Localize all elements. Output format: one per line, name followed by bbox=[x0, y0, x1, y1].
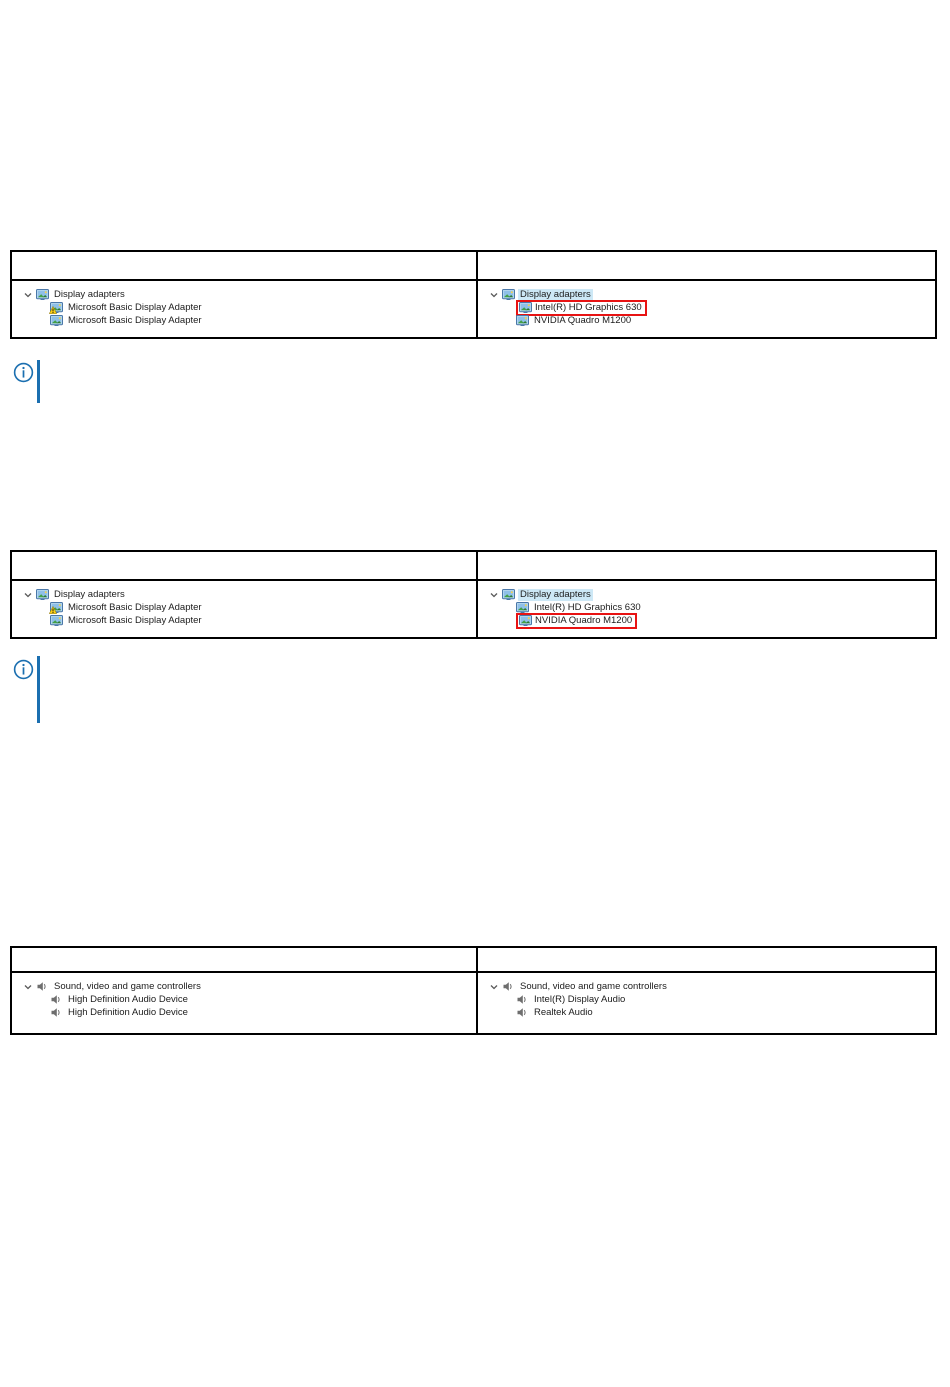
monitor-warning-icon bbox=[50, 302, 63, 313]
tree-node-label: Display adapters bbox=[54, 588, 125, 600]
tree-node-adapter bbox=[516, 314, 931, 327]
comparison-table-display-adapters-1 bbox=[10, 250, 937, 339]
device-manager-screenshot-after bbox=[476, 581, 935, 637]
tree-node-audio-device bbox=[50, 1006, 472, 1019]
monitor-icon bbox=[36, 289, 49, 300]
tree-node-display-adapters bbox=[489, 588, 931, 601]
device-manager-screenshot-after bbox=[476, 973, 935, 1033]
speaker-icon bbox=[36, 981, 49, 992]
tree-node-label: Intel(R) Display Audio bbox=[534, 993, 626, 1005]
warning-triangle-icon bbox=[49, 306, 57, 314]
device-manager-screenshot-before bbox=[12, 581, 476, 637]
chevron-down-icon bbox=[23, 590, 33, 600]
chevron-down-icon bbox=[23, 290, 33, 300]
speaker-icon bbox=[516, 1007, 529, 1018]
table-header-cell bbox=[12, 948, 476, 971]
tree-node-label: Sound, video and game controllers bbox=[520, 980, 667, 992]
tree-node-label: High Definition Audio Device bbox=[68, 993, 188, 1005]
tree-node-label: Display adapters bbox=[54, 288, 125, 300]
tree-node-adapter bbox=[50, 314, 472, 327]
monitor-warning-icon bbox=[50, 602, 63, 613]
table-header-cell bbox=[476, 252, 935, 279]
tree-node-label: Microsoft Basic Display Adapter bbox=[68, 601, 202, 613]
comparison-table-display-adapters-2 bbox=[10, 550, 937, 639]
tree-node-label: Microsoft Basic Display Adapter bbox=[68, 314, 202, 326]
note-callout bbox=[13, 362, 34, 383]
tree-node-adapter bbox=[50, 301, 472, 314]
monitor-icon bbox=[516, 602, 529, 613]
tree-node-sound-controllers bbox=[489, 980, 931, 993]
chevron-down-icon bbox=[23, 982, 33, 992]
monitor-icon bbox=[50, 315, 63, 326]
speaker-icon bbox=[50, 994, 63, 1005]
info-icon bbox=[13, 362, 34, 383]
monitor-icon bbox=[36, 589, 49, 600]
monitor-icon bbox=[519, 615, 532, 626]
monitor-icon bbox=[50, 615, 63, 626]
tree-node-adapter bbox=[516, 301, 931, 314]
table-header-cell bbox=[476, 552, 935, 579]
tree-node-label: Sound, video and game controllers bbox=[54, 980, 201, 992]
tree-node-audio-device bbox=[516, 993, 931, 1006]
tree-node-label: NVIDIA Quadro M1200 bbox=[534, 314, 632, 326]
table-header-cell bbox=[12, 252, 476, 279]
info-icon bbox=[13, 659, 34, 680]
table-header-cell bbox=[12, 552, 476, 579]
tree-node-label-selected: Display adapters bbox=[520, 588, 591, 600]
chevron-down-icon bbox=[489, 590, 499, 600]
note-callout bbox=[13, 659, 34, 680]
chevron-down-icon bbox=[489, 290, 499, 300]
warning-triangle-icon bbox=[49, 606, 57, 614]
tree-node-display-adapters bbox=[23, 588, 472, 601]
tree-node-label: Microsoft Basic Display Adapter bbox=[68, 614, 202, 626]
tree-node-adapter bbox=[50, 614, 472, 627]
note-accent-bar bbox=[37, 360, 40, 403]
device-manager-screenshot-after bbox=[476, 281, 935, 337]
tree-node-label: NVIDIA Quadro M1200 bbox=[535, 614, 633, 626]
comparison-table-audio-controllers bbox=[10, 946, 937, 1035]
tree-node-sound-controllers bbox=[23, 980, 472, 993]
tree-node-label: Realtek Audio bbox=[534, 1006, 593, 1018]
note-accent-bar bbox=[37, 656, 40, 723]
monitor-icon bbox=[502, 589, 515, 600]
monitor-icon bbox=[516, 315, 529, 326]
red-highlight-box bbox=[516, 300, 647, 316]
tree-node-label: Intel(R) HD Graphics 630 bbox=[535, 301, 642, 313]
red-highlight-box bbox=[516, 613, 637, 629]
tree-node-adapter bbox=[50, 601, 472, 614]
speaker-icon bbox=[502, 981, 515, 992]
tree-node-label: Microsoft Basic Display Adapter bbox=[68, 301, 202, 313]
chevron-down-icon bbox=[489, 982, 499, 992]
tree-node-display-adapters bbox=[23, 288, 472, 301]
tree-node-label: Intel(R) HD Graphics 630 bbox=[534, 601, 641, 613]
tree-node-adapter bbox=[516, 614, 931, 627]
device-manager-screenshot-before bbox=[12, 973, 476, 1033]
speaker-icon bbox=[50, 1007, 63, 1018]
tree-node-label-selected: Display adapters bbox=[520, 288, 591, 300]
tree-node-label: High Definition Audio Device bbox=[68, 1006, 188, 1018]
device-manager-screenshot-before bbox=[12, 281, 476, 337]
monitor-icon bbox=[519, 302, 532, 313]
table-header-cell bbox=[476, 948, 935, 971]
tree-node-audio-device bbox=[50, 993, 472, 1006]
tree-node-audio-device bbox=[516, 1006, 931, 1019]
monitor-icon bbox=[502, 289, 515, 300]
speaker-icon bbox=[516, 994, 529, 1005]
